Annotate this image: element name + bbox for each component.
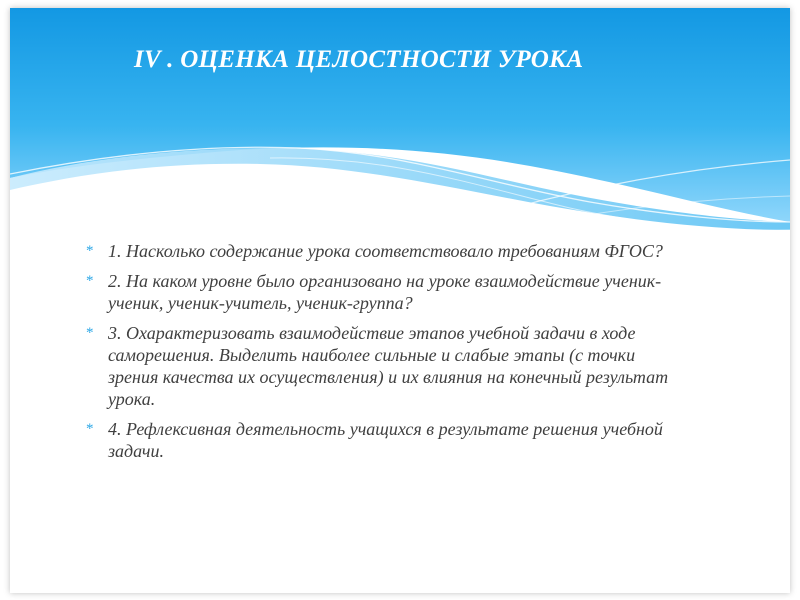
slide [10, 8, 790, 593]
list-item-text: 4. Рефлексивная деятельность учащихся в результате решения учебной задачи. [108, 419, 663, 461]
bullet-icon: * [86, 325, 94, 341]
list-item [80, 240, 680, 262]
list-item [80, 418, 680, 462]
list-item [80, 270, 680, 314]
list-item-text: 3. Охарактеризовать взаимодействие этапов учебной задачи в ходе саморешения. Выделить наиболее сильные и слабые этапы (с точки зрения качества их осуществления) и их влияния на конечный результат урока. [108, 323, 669, 409]
bullet-icon: * [86, 243, 94, 259]
bullet-list [80, 240, 680, 470]
header-wave-background [10, 8, 790, 238]
list-item-text: 2. На каком уровне было организовано на уроке взаимодействие ученик-ученик, ученик-учитель, ученик-группа? [108, 271, 662, 313]
bullet-icon: * [86, 421, 94, 437]
list-item-text: 1. Насколько содержание урока соответствовало требованиям ФГОС? [108, 241, 663, 261]
list-item [80, 322, 680, 410]
sky-shape [10, 8, 790, 222]
bullet-icon: * [86, 273, 94, 289]
slide-title: IV . ОЦЕНКА ЦЕЛОСТНОСТИ УРОКА [134, 46, 584, 73]
